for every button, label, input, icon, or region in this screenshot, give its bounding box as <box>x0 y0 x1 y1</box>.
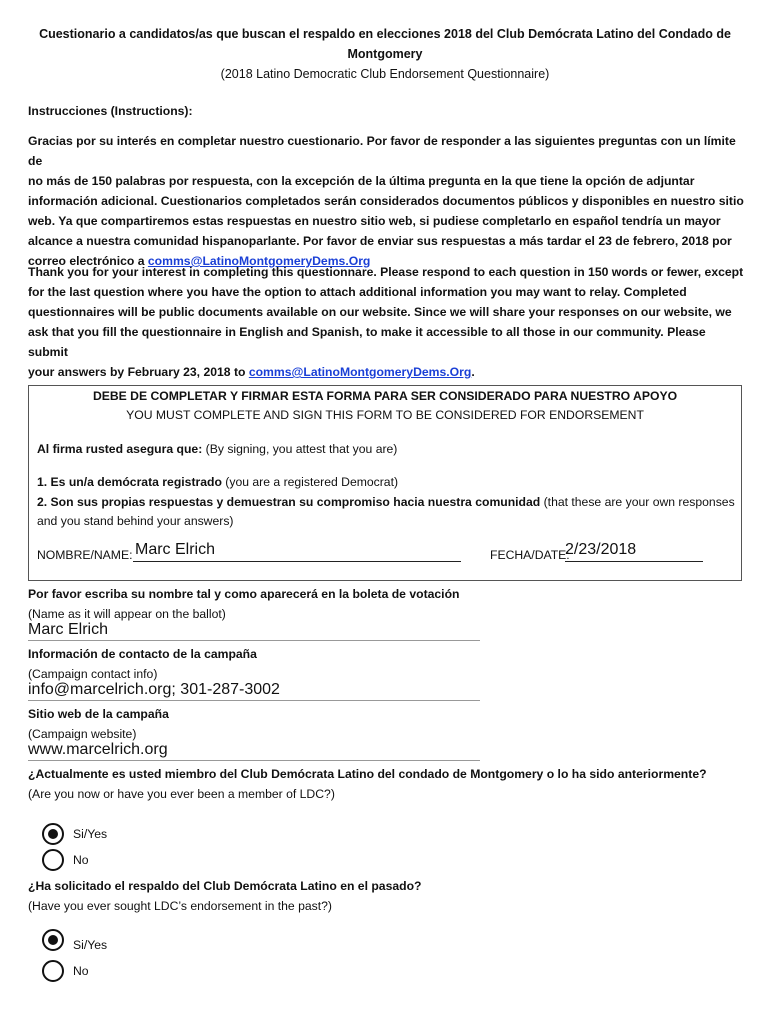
q1-radio-yes[interactable] <box>42 823 64 845</box>
q2-radio-yes[interactable] <box>42 929 64 951</box>
text-line <box>28 362 746 382</box>
text-fragment: 1. Es un/a demócrata registrado <box>37 475 222 489</box>
text-fragment: . <box>471 365 475 379</box>
contact-value: info@marcelrich.org; 301-287-3002 <box>28 681 280 698</box>
website-label-en: (Campaign website) <box>28 727 137 741</box>
q2-radio-no[interactable] <box>42 960 64 982</box>
ballot-name-label-es: Por favor escriba su nombre tal y como aparecerá en la boleta de votación <box>28 587 460 601</box>
radio-selected-dot <box>48 829 58 839</box>
website-field[interactable] <box>28 741 480 761</box>
text-line: for the last question where you have the option to attach additional information you may want to relay. Completed <box>28 285 687 299</box>
name-label: NOMBRE/NAME: <box>37 548 133 562</box>
signature-box <box>28 385 742 581</box>
text-line: no más de 150 palabras por respuesta, con la excepción de la última pregunta en la que tiene la opción de adjuntar <box>28 174 695 188</box>
q2-label-no: No <box>73 964 89 978</box>
attest-item-1 <box>37 473 398 492</box>
page-title: Cuestionario a candidatos/as que buscan el respaldo en elecciones 2018 del Club Demócrata Latino del Condado de <box>39 27 731 41</box>
email-link[interactable]: comms@LatinoMontgomeryDems.Org <box>147 254 371 268</box>
instructions-spanish <box>28 131 746 271</box>
box-heading-es: DEBE DE COMPLETAR Y FIRMAR ESTA FORMA PARA SER CONSIDERADO PARA NUESTRO APOYO <box>92 389 678 403</box>
contact-label-es: Información de contacto de la campaña <box>28 647 257 661</box>
ballot-name-field[interactable] <box>28 621 480 641</box>
ballot-name-value: Marc Elrich <box>28 621 109 638</box>
attest-item-2 <box>37 493 737 512</box>
radio-selected-dot <box>48 935 58 945</box>
attest-line <box>37 440 397 459</box>
instructions-heading: Instrucciones (Instructions): <box>28 104 193 118</box>
contact-label-en: (Campaign contact info) <box>28 667 158 681</box>
name-field[interactable] <box>133 540 461 562</box>
attest-item-2-cont: and you stand behind your answers) <box>37 514 234 528</box>
text-fragment: (you are a registered Democrat) <box>221 475 399 489</box>
text-line: questionnaires will be public documents available on our website. Since we will share your responses on our website, we <box>28 305 732 319</box>
page-title-cont: Montgomery <box>347 47 423 61</box>
text-line: información adicional. Cuestionarios completados serán considerados documentos públicos y disponibles en nuestro sitio <box>28 194 744 208</box>
contact-field[interactable] <box>28 681 480 701</box>
date-value: 2/23/2018 <box>565 541 637 558</box>
page-subtitle: (2018 Latino Democratic Club Endorsement Questionnaire) <box>220 67 550 81</box>
text-line: alcance a nuestra comunidad hispanoparlante. Por favor de enviar sus respuestas a más tardar el 23 de febrero, 2018 por <box>28 234 732 248</box>
q2-label-yes: Si/Yes <box>73 938 108 952</box>
question-1-es: ¿Actualmente es usted miembro del Club Demócrata Latino del condado de Montgomery o lo ha sido anteriormente? <box>28 767 707 781</box>
text-fragment: correo electrónico a <box>28 254 148 268</box>
question-1-en: (Are you now or have you ever been a member of LDC?) <box>28 787 335 801</box>
text-line: ask that you fill the questionnaire in English and Spanish, to make it accessible to all those in our community. Please submit <box>28 325 706 359</box>
instructions-english <box>28 262 746 382</box>
text-fragment: Al firma rusted asegura que: <box>37 442 203 456</box>
text-fragment: (that these are your own responses <box>540 495 735 509</box>
text-fragment: 2. Son sus propias respuestas y demuestran su compromiso hacia nuestra comunidad <box>37 495 541 509</box>
email-link[interactable]: comms@LatinoMontgomeryDems.Org <box>248 365 472 379</box>
text-line: Gracias por su interés en completar nuestro cuestionario. Por favor de responder a las siguientes preguntas con un límite de <box>28 134 736 168</box>
website-value: www.marcelrich.org <box>28 741 168 758</box>
box-heading-en: YOU MUST COMPLETE AND SIGN THIS FORM TO BE CONSIDERED FOR ENDORSEMENT <box>126 408 644 422</box>
date-field[interactable] <box>565 540 703 562</box>
name-value: Marc Elrich <box>135 541 216 558</box>
question-2-en: (Have you ever sought LDC’s endorsement in the past?) <box>28 899 332 913</box>
date-label: FECHA/DATE: <box>490 548 570 562</box>
text-line: web. Ya que compartiremos estas respuestas en nuestro sitio web, si pudiese completarlo en español tendría un mayor <box>28 214 721 228</box>
question-2-es: ¿Ha solicitado el respaldo del Club Demócrata Latino en el pasado? <box>28 879 422 893</box>
text-line: Thank you for your interest in completing this questionnare. Please respond to each question in 150 words or fewer, except <box>28 265 744 279</box>
q1-radio-no[interactable] <box>42 849 64 871</box>
ballot-name-label-en: (Name as it will appear on the ballot) <box>28 607 226 621</box>
text-fragment: (By signing, you attest that you are) <box>202 442 398 456</box>
website-label-es: Sitio web de la campaña <box>28 707 169 721</box>
text-fragment: your answers by February 23, 2018 to <box>28 365 249 379</box>
q1-label-yes: Si/Yes <box>73 827 108 841</box>
q1-label-no: No <box>73 853 89 867</box>
